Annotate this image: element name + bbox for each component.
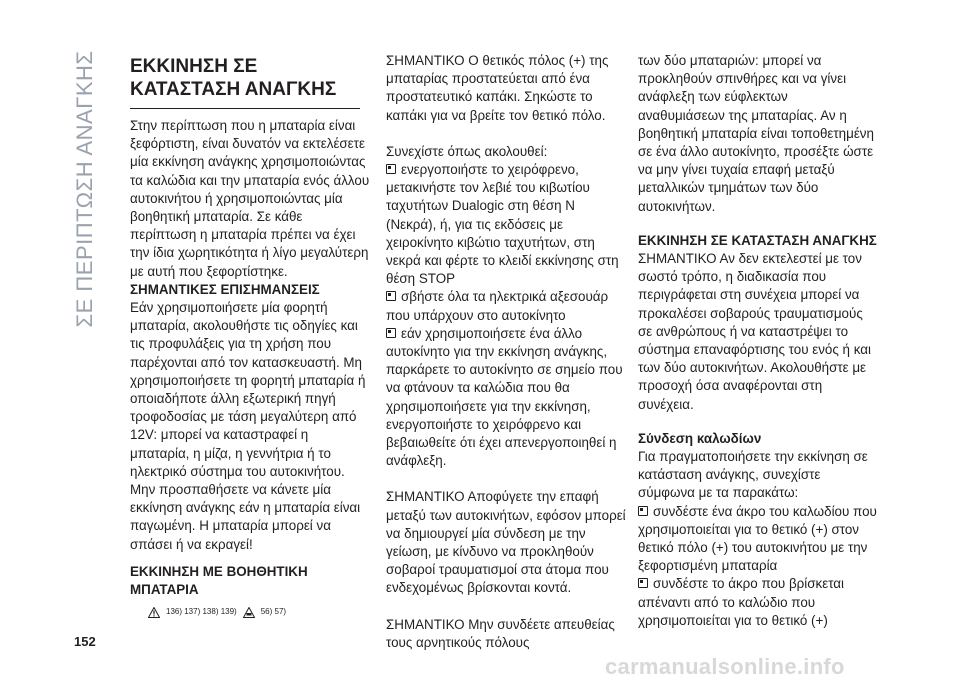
bullet-icon (638, 506, 648, 516)
bullet-icon (638, 578, 648, 588)
positive-pole-note: ΣΗΜΑΝΤΙΚΟ Ο θετικός πόλος (+) της μπαταρίας προστατεύεται από ένα προστατευτικό καπάκι. Σηκώστε το καπάκι για να βρείτε τον θετικό πόλο. (386, 53, 609, 123)
column-middle (386, 52, 626, 652)
cable-intro: Για πραγματοποιήσετε την εκκίνηση σε κατάσταση ανάγκης, συνεχίστε σύμφωνα με τα παρακάτω: (638, 449, 868, 501)
warning-triangle-icon (148, 607, 160, 618)
emergency-start-heading: ΕΚΚΙΝΗΣΗ ΣΕ ΚΑΤΑΣΤΑΣΗ ΑΝΑΓΚΗΣ (638, 232, 877, 248)
important-paragraph: Εάν χρησιμοποιήσετε μία φορητή μπαταρία, ακολουθήστε τις οδηγίες και τις προφυλάξεις για τη χρήση που παρέχονται από τον κατασκευαστή. Μη χρησιμοποιήσετε τη φορητή μπαταρία ή οποιαδήποτε άλλη εξωτερική πηγή τροφοδοσίας με τάση μεγαλύτερη από 12V: μπορεί να καταστραφεί η μπαταρία, η μίζα, η γεννήτρια ή το ηλεκτρικό σύστημα του αυτοκινήτου. (130, 300, 366, 479)
bullet-icon (386, 164, 396, 174)
column-left (130, 52, 370, 621)
important-heading: ΣΗΜΑΝΤΙΚΕΣ ΕΠΙΣΗΜΑΝΣΕΙΣ (130, 281, 320, 297)
bullet-item: συνδέστε το άκρο που βρίσκεται απέναντι από το καλώδιο που χρησιμοποιείται για το θετικό (+) (638, 576, 845, 628)
page-number: 152 (74, 634, 96, 649)
intro-paragraph: Στην περίπτωση που η μπαταρία είναι ξεφόρτιστη, είναι δυνατόν να εκτελέσετε μία εκκίνηση ανάγκης χρησιμοποιώντας τα καλώδια και την μπαταρία ενός άλλου αυτοκινήτου ή χρησιμοποιώντας μία βοηθητική μπαταρία. Σε κάθε περίπτωση η μπαταρία πρέπει να έχει την ίδια χωρητικότητα ή λίγο μεγαλύτερη με αυτή που ξεφορτίστηκε. (130, 118, 370, 279)
reference-notes (130, 603, 370, 621)
title-divider (130, 108, 360, 109)
frozen-battery-warning: Μην προσπαθήσετε να κάνετε μία εκκίνηση ανάγκης εάν η μπαταρία είναι παγωμένη. Η μπαταρία μπορεί να σπάσει ή να εκραγεί! (130, 482, 361, 552)
sparks-warning: των δύο μπαταριών: μπορεί να προκληθούν σπινθήρες και να γίνει ανάφλεξη των εύφλεκτων αναθυμιάσεων της μπαταρίας. Αν η βοηθητική μπαταρία είναι τοποθετημένη σε ένα άλλο αυτοκίνητο, προσέξτε ώστε να μην γίνει τυχαία επαφή μεταξύ μεταλλικών τμημάτων των δύο αυτοκινήτων. (638, 53, 874, 214)
chapter-side-title: ΣΕ ΠΕΡΙΠΤΩΣΗ ΑΝΑΓΚΗΣ (72, 50, 97, 328)
contact-warning: ΣΗΜΑΝΤΙΚΟ Αποφύγετε την επαφή μεταξύ των αυτοκινήτων, εφόσον μπορεί να δημιουργεί μία σύνδεση με την γείωση, με κίνδυνο να προκληθούν σοβαροί τραυματισμοί στα άτομα που ενδεχομένως βρίσκονται κοντά. (386, 489, 626, 596)
site-watermark: carmanualsonline.info (605, 654, 845, 679)
caution-references: 56) 57) (260, 607, 287, 617)
bullet-icon (386, 291, 396, 301)
bullet-icon (386, 328, 396, 338)
bullet-item: ενεργοποιήστε το χειρόφρενο, μετακινήστε τον λεβιέ του κιβωτίου ταχυτήτων Dualogic στη θέση N (Νεκρά), ή, για τις εκδόσεις με χειροκίνητο κιβώτιο ταχυτήτων, στη νεκρά και φέρτε το κλειδί εκκίνησης στη θέση STOP (386, 162, 619, 287)
bullet-item: εάν χρησιμοποιήσετε ένα άλλο αυτοκίνητο για την εκκίνηση ανάγκης, παρκάρετε το αυτοκίνητο σε σημείο που να φτάνουν τα καλώδια που θα χρησιμοποιήσετε για την εκκίνηση, ενεργοποιήστε το χειρόφρενο και βεβαιωθείτε ότι έχει απενεργοποιηθεί η ανάφλεξη. (386, 325, 623, 469)
bullet-item: σβήστε όλα τα ηλεκτρικά αξεσουάρ που υπάρχουν στο αυτοκίνητο (386, 289, 609, 323)
section-title: ΕΚΚΙΝΗΣΗ ΣΕ ΚΑΤΑΣΤΑΣΗ ΑΝΑΓΚΗΣ (130, 56, 337, 100)
bullet-item: συνδέστε ένα άκρο του καλωδίου που χρησιμοποιείται για το θετικό (+) στον θετικό πόλο (+) του αυτοκινήτου με την ξεφορτισμένη μπαταρία (638, 503, 877, 574)
proceed-text: Συνεχίστε όπως ακολουθεί: (386, 143, 548, 159)
caution-triangle-icon (243, 607, 255, 618)
column-right (638, 52, 878, 630)
procedure-warning: ΣΗΜΑΝΤΙΚΟ Αν δεν εκτελεστεί με τον σωστό τρόπο, η διαδικασία που περιγράφεται στη συνέχεια μπορεί να προκαλέσει σοβαρούς τραυματισμούς σε ανθρώπους ή να καταστρέψει το σύστημα επαναφόρτισης του ενός ή και των δύο αυτοκινήτων. Ακολουθήστε με προσοχή όσα αναφέρονται στη συνέχεια. (638, 251, 871, 412)
cable-connection-heading: Σύνδεση καλωδίων (638, 430, 762, 446)
negative-poles-note: ΣΗΜΑΝΤΙΚΟ Μην συνδέετε απευθείας τους αρνητικούς πόλους (386, 616, 615, 650)
booster-battery-heading: ΕΚΚΙΝΗΣΗ ΜΕ ΒΟΗΘΗΤΙΚΗ ΜΠΑΤΑΡΙΑ (130, 563, 308, 598)
warning-references: 136) 137) 138) 139) (166, 607, 237, 617)
